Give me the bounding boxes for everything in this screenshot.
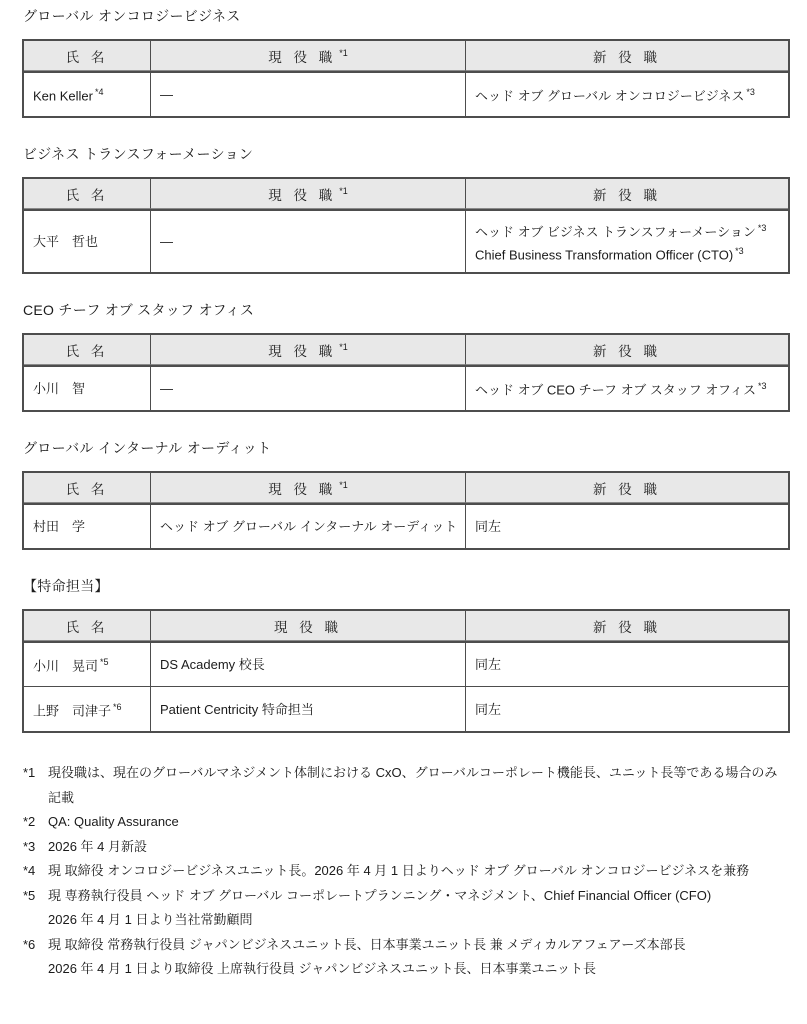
footnote-text: 現 取締役 オンコロジービジネスユニット長。2026 年 4 月 1 日よりヘッド オブ グローバル オンコロジービジネスを兼務 bbox=[48, 863, 750, 878]
cell-current-position: — bbox=[151, 209, 466, 272]
footnote-marker: *6 bbox=[23, 936, 36, 952]
cell-new-position: 同左 bbox=[466, 641, 788, 686]
footnote-text: 2026 年 4 月 1 日より取締役 上席執行役員 ジャパンビジネスユニット長、日本事業ユニット長 bbox=[48, 961, 596, 976]
footnote-ref: *3 bbox=[757, 223, 767, 234]
column-header-current-position: 現 役 職 $^{*1}$ bbox=[151, 473, 466, 503]
table-row bbox=[24, 641, 788, 686]
column-header-name: 氏 名 bbox=[24, 335, 151, 365]
section-title: CEO チーフ オブ スタッフ オフィス bbox=[23, 302, 255, 318]
table-row bbox=[24, 686, 788, 731]
personnel-table bbox=[22, 471, 790, 550]
section-business-transformation bbox=[22, 146, 790, 274]
cell-name: 上野 司津子 $^{*6}$ bbox=[24, 686, 151, 731]
column-header-new-position: 新 役 職 bbox=[466, 473, 788, 503]
footnote-ref: *1 bbox=[339, 186, 348, 196]
section-title: 【特命担当】 bbox=[23, 578, 109, 594]
column-header-name: 氏 名 bbox=[24, 179, 151, 209]
table-header-row bbox=[24, 179, 788, 209]
table-row bbox=[24, 209, 788, 272]
footnote-ref: *3 bbox=[757, 381, 767, 392]
footnote-text: 現 取締役 常務執行役員 ジャパンビジネスユニット長、日本事業ユニット長 兼 メディカルアフェアーズ本部長 bbox=[48, 936, 686, 952]
cell-name: 小川 晃司 $^{*5}$ bbox=[24, 641, 151, 686]
cell-name: 小川 智 bbox=[24, 365, 151, 410]
footnote-text: 2026 年 4 月 1 日より当社常勤顧問 bbox=[48, 912, 253, 927]
column-header-current-position: 現 役 職 $^{*1}$ bbox=[151, 335, 466, 365]
footnote bbox=[22, 810, 790, 835]
footnote-marker: *4 bbox=[23, 863, 36, 878]
section-ceo-chief-of-staff-office bbox=[22, 302, 790, 412]
footnote-text: 記載 bbox=[48, 789, 75, 805]
footnote-ref: *1 bbox=[339, 480, 348, 490]
column-header-new-position: 新 役 職 bbox=[466, 41, 788, 71]
footnote-text: 現 専務執行役員 ヘッド オブ グローバル コーポレートプランニング・マネジメント、Chief Financial Officer (CFO) bbox=[48, 887, 712, 903]
column-header-new-position: 新 役 職 bbox=[466, 335, 788, 365]
column-header-name: 氏 名 bbox=[24, 473, 151, 503]
section-title: グローバル インターナル オーディット bbox=[23, 440, 272, 456]
section-global-internal-audit bbox=[22, 440, 790, 550]
footnote-text: QA: Quality Assurance bbox=[48, 814, 179, 829]
section-title: ビジネス トランスフォーメーション bbox=[23, 146, 254, 162]
column-header-current-position: 現 役 職 $^{*1}$ bbox=[151, 179, 466, 209]
footnote-marker: *3 bbox=[23, 838, 36, 854]
footnote-text: 現役職は、現在のグローバルマネジメント体制における CxO、グローバルコーポレート機能長、ユニット長等である場合のみ bbox=[48, 765, 778, 780]
table-header-row bbox=[24, 335, 788, 365]
footnote-ref: *5 bbox=[100, 657, 109, 668]
footnote-ref: *1 bbox=[339, 342, 348, 352]
column-header-current-position: 現 役 職 $^{*1}$ bbox=[151, 41, 466, 71]
footnote-text: 2026 年 4 月新設 bbox=[48, 838, 147, 854]
footnote-ref: *1 bbox=[339, 48, 348, 58]
personnel-table bbox=[22, 177, 790, 274]
cell-current-position: — bbox=[151, 365, 466, 410]
cell-name: 大平 哲也 bbox=[24, 209, 151, 272]
personnel-table bbox=[22, 39, 790, 118]
table-row bbox=[24, 71, 788, 116]
cell-new-position: ヘッド オブ CEO チーフ オブ スタッフ オフィス $^{*3}$ bbox=[466, 365, 788, 410]
footnote bbox=[22, 884, 790, 933]
footnote-ref: *3 bbox=[735, 245, 744, 256]
table-header-row bbox=[24, 611, 788, 641]
footnote bbox=[22, 933, 790, 982]
cell-new-position: 同左 bbox=[466, 686, 788, 731]
footnotes bbox=[22, 761, 790, 982]
footnote bbox=[22, 835, 790, 860]
cell-current-position: ヘッド オブ グローバル インターナル オーディット bbox=[151, 503, 466, 548]
cell-current-position: — bbox=[151, 71, 466, 116]
column-header-current-position: 現 役 職 bbox=[151, 611, 466, 641]
table-header-row bbox=[24, 473, 788, 503]
cell-name: Ken Keller $^{*4}$ bbox=[24, 71, 151, 116]
cell-new-position: ヘッド オブ ビジネス トランスフォーメーション $^{*3}$ Chief Business Transformation Officer (CTO) $^{*3}$ bbox=[466, 209, 788, 272]
footnote bbox=[22, 859, 790, 884]
cell-new-position: 同左 bbox=[466, 503, 788, 548]
footnote-ref: *3 bbox=[746, 87, 755, 98]
column-header-new-position: 新 役 職 bbox=[466, 611, 788, 641]
footnote-ref: *6 bbox=[113, 701, 122, 712]
footnote-ref: *4 bbox=[94, 87, 104, 98]
table-row bbox=[24, 503, 788, 548]
footnote bbox=[22, 761, 790, 810]
cell-current-position: DS Academy 校長 bbox=[151, 641, 466, 686]
footnote-marker: *1 bbox=[23, 765, 36, 780]
personnel-table bbox=[22, 333, 790, 412]
column-header-name: 氏 名 bbox=[24, 41, 151, 71]
cell-new-position: ヘッド オブ グローバル オンコロジービジネス $^{*3}$ bbox=[466, 71, 788, 116]
column-header-new-position: 新 役 職 bbox=[466, 179, 788, 209]
table-header-row bbox=[24, 41, 788, 71]
footnote-marker: *5 bbox=[23, 887, 36, 903]
section-title: グローバル オンコロジービジネス bbox=[23, 8, 241, 24]
section-global-oncology-business bbox=[22, 8, 790, 118]
section-special-assignment bbox=[22, 578, 790, 733]
personnel-table bbox=[22, 609, 790, 733]
cell-name: 村田 学 bbox=[24, 503, 151, 548]
footnote-marker: *2 bbox=[23, 814, 36, 829]
table-row bbox=[24, 365, 788, 410]
cell-current-position: Patient Centricity 特命担当 bbox=[151, 686, 466, 731]
column-header-name: 氏 名 bbox=[24, 611, 151, 641]
